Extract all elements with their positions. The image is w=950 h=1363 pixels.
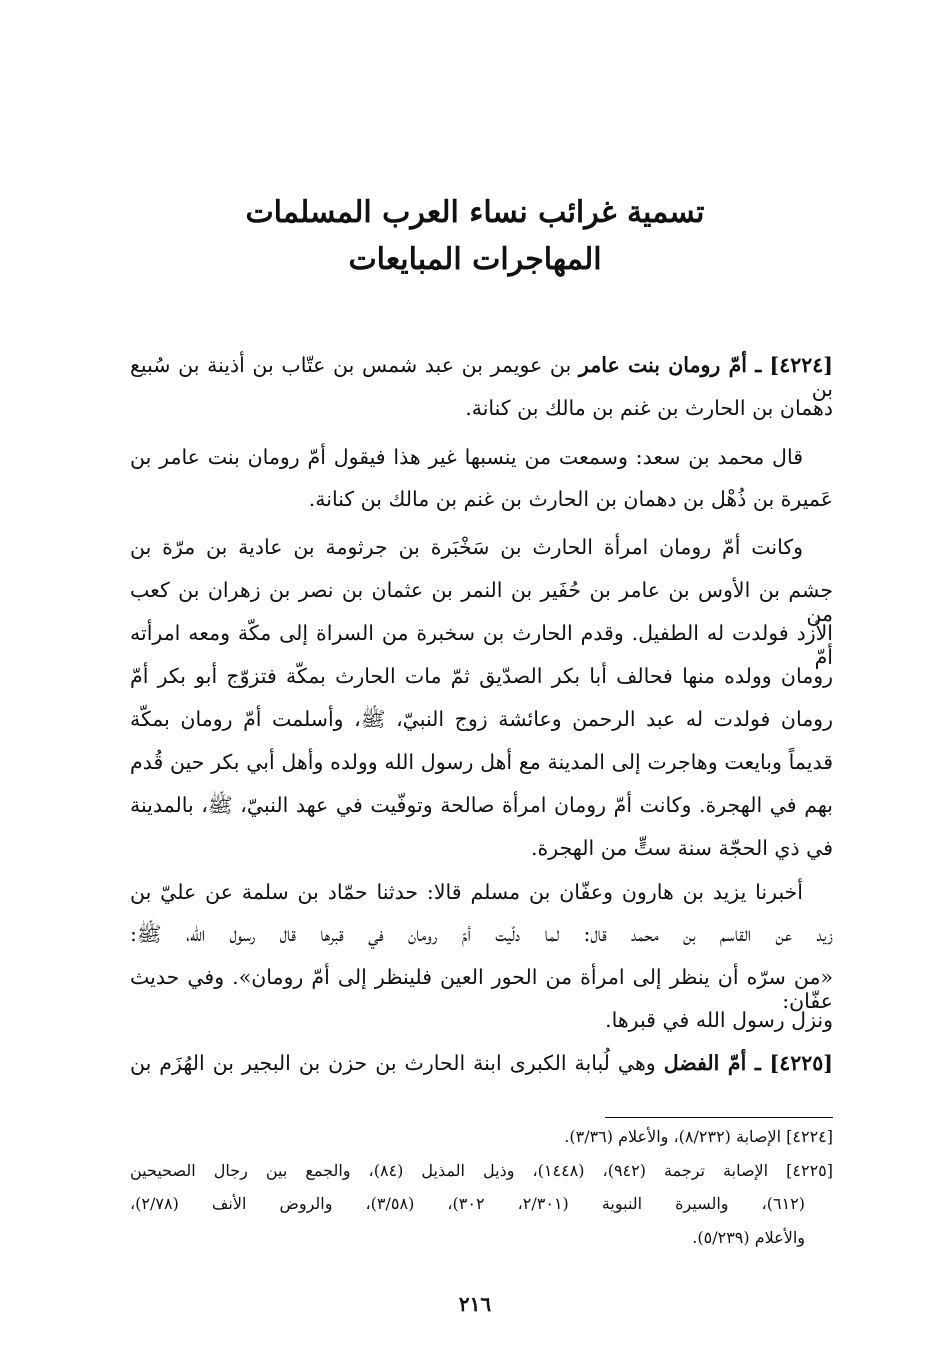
text-line: بهم في الهجرة. وكانت أمّ رومان امرأة صالحة وتوفّيت في عهد النبيّ، ﷺ، بالمدينة [130, 793, 833, 817]
text-line: رومان وولده منها فحالف أبا بكر الصدّيق ثمّ مات الحارث بمكّة فتزوّج أبو بكر أمّ [130, 664, 833, 688]
page-number: ٢١٦ [458, 1292, 492, 1316]
text-line: ونزل رسول الله في قبرها. [605, 1008, 833, 1032]
text-line: في ذي الحجّة سنة ستٍّ من الهجرة. [531, 836, 833, 860]
text-line: وكانت أمّ رومان امرأة الحارث بن سَخْبَرة بن جرثومة بن عادية بن مرّة بن [130, 535, 803, 559]
text-line: أخبرنا يزيد بن هارون وعفّان بن مسلم قالا: حدثنا حمّاد بن سلمة عن عليّ بن [130, 880, 803, 904]
text-line: [٤٢٢٥] ـ أمّ الفضل وهي لُبابة الكبرى ابنة الحارث بن حزن بن البجير بن الهُزَم بن [130, 1051, 833, 1075]
entry-heading: [٤٢٢٥] ـ أمّ الفضل [663, 1051, 833, 1075]
footnote-line: (٦١٢)، والسيرة النبوية (٢/٣٠١، ٣٠٢)، (٣/٥٨)، والروض الأنف (٢/٧٨)، [130, 1194, 806, 1213]
chapter-title-line-2: المهاجرات المبايعات [348, 242, 602, 277]
text-line: قديماً وبايعت وهاجرت إلى المدينة مع أهل رسول الله وولده وأهل أبي بكر حين قُدم [130, 750, 833, 774]
text-line: عَميرة بن ذُهْل بن دهمان بن الحارث بن غنم بن مالك بن كنانة. [308, 487, 833, 511]
text-line: قال محمد بن سعد: وسمعت من ينسبها غير هذا فيقول أمّ رومان بنت عامر بن [130, 445, 803, 469]
text-line: رومان فولدت له عبد الرحمن وعائشة زوج النبيّ، ﷺ، وأسلمت أمّ رومان بمكّة [130, 707, 833, 731]
footnote-line: والأعلام (٥/٢٣٩). [692, 1228, 805, 1247]
footnote-divider [605, 1117, 833, 1118]
text-line: جشم بن الأوس بن عامر بن حُفَير بن النمر بن عثمان بن نصر بن زهران بن كعب من [130, 578, 833, 626]
footnote-line: [٤٢٢٥] الإصابة ترجمة (٩٤٢)، (١٤٤٨)، وذيل المذيل (٨٤)، والجمع بين رجال الصحيحين [130, 1161, 833, 1180]
entry-heading: [٤٢٢٤] ـ أمّ رومان بنت عامر [578, 353, 833, 377]
text-line: [٤٢٢٤] ـ أمّ رومان بنت عامر بن عويمر بن عبد شمس بن عتّاب بن أذينة بن سُبيع بن [130, 353, 833, 401]
text-line: دهمان بن الحارث بن غنم بن مالك بن كنانة. [465, 396, 833, 420]
footnote-line: [٤٢٢٤] الإصابة (٨/٢٣٢)، والأعلام (٣/٣٦). [564, 1127, 833, 1146]
chapter-title-line-1: تسمية غرائب نساء العرب المسلمات [245, 195, 705, 230]
text-line: «من سرّه أن ينظر إلى امرأة من الحور العين فلينظر إلى أمّ رومان». وفي حديث عفّان: [130, 965, 833, 1013]
text-line: زيد عن القاسم بن محمد قال: لما دلّيت أمّ رومان في قبرها قال رسول الله، ﷺ: [130, 922, 833, 946]
text-line: الأزد فولدت له الطفيل. وقدم الحارث بن سخبرة من السراة إلى مكّة ومعه امرأته أمّ [130, 621, 833, 669]
